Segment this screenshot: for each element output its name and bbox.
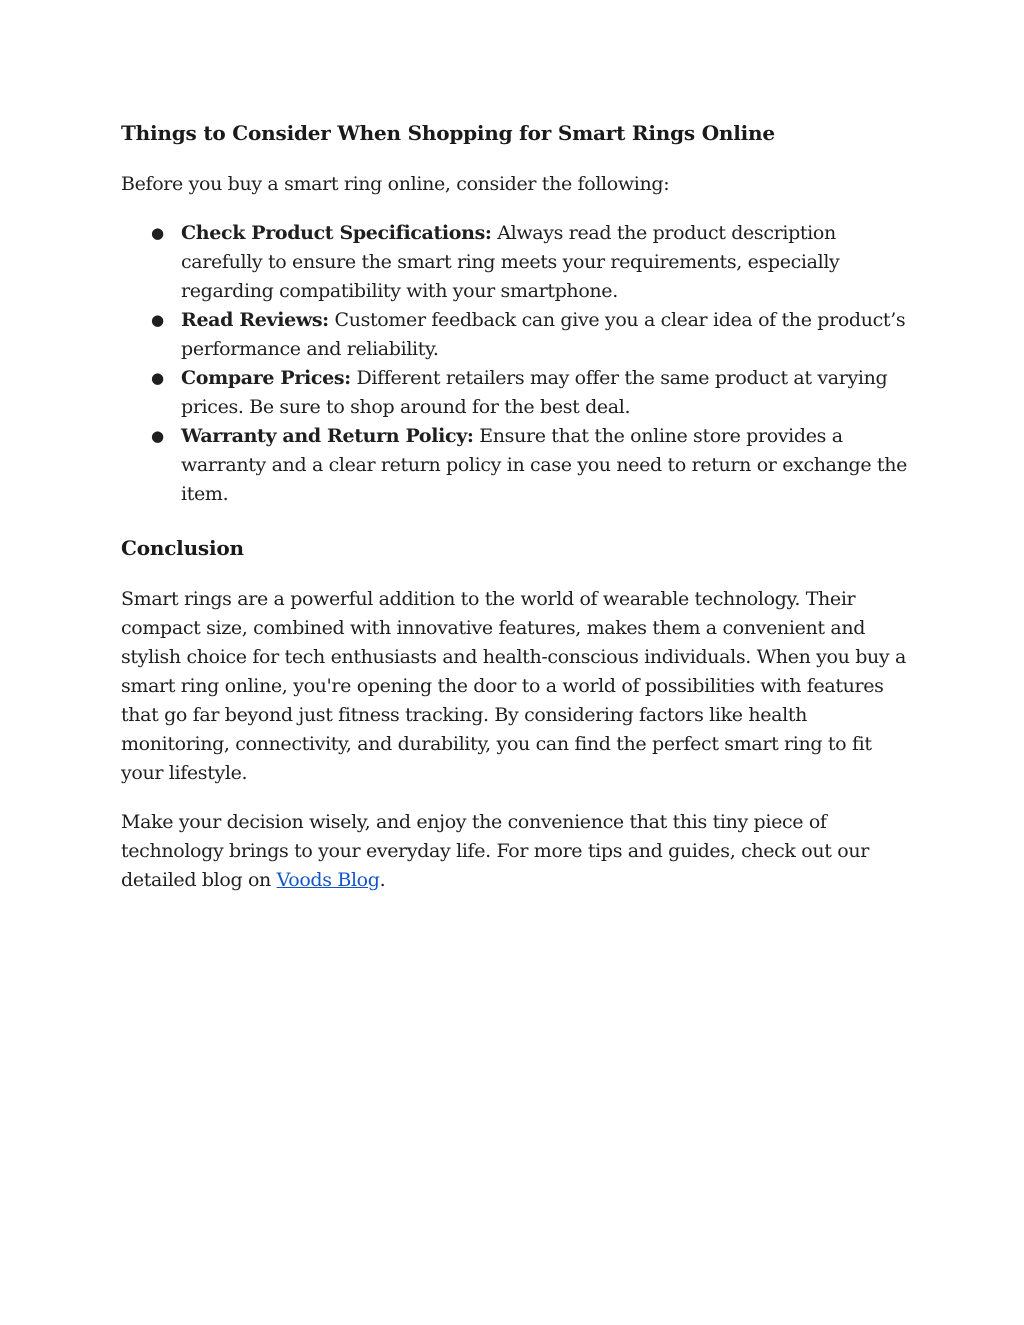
list-item xyxy=(121,306,911,364)
closing-period: . xyxy=(379,869,386,891)
bullet-icon: ● xyxy=(151,224,164,242)
list-item-text: Different retailers may offer the same product at varying prices. Be sure to shop around for the best deal. xyxy=(181,367,888,418)
closing-text: Make your decision wisely, and enjoy the convenience that this tiny piece of technology brings to your everyday life. For more tips and guides, check out our detailed blog on xyxy=(121,811,869,891)
list-item-text: Customer feedback can give you a clear idea of the product’s performance and reliability. xyxy=(181,309,906,360)
document-page xyxy=(121,118,911,895)
bullet-icon: ● xyxy=(151,369,164,387)
list-item-text: Always read the product description carefully to ensure the smart ring meets your requirements, especially regarding compatibility with your smartphone. xyxy=(181,222,840,302)
list-item xyxy=(121,219,911,306)
intro-paragraph: Before you buy a smart ring online, consider the following: xyxy=(121,173,670,195)
conclusion-title: Conclusion xyxy=(121,536,244,560)
list-item-label: Warranty and Return Policy: xyxy=(181,425,474,447)
list-item-label: Compare Prices: xyxy=(181,367,351,389)
list-item-label: Read Reviews: xyxy=(181,309,329,331)
list-item-label: Check Product Specifications: xyxy=(181,222,492,244)
closing-paragraph xyxy=(121,808,911,895)
section-title: Things to Consider When Shopping for Smart Rings Online xyxy=(121,121,775,145)
list-item xyxy=(121,364,911,422)
list-item xyxy=(121,422,911,509)
list-item-text: Ensure that the online store provides a warranty and a clear return policy in case you need to return or exchange the item. xyxy=(181,425,907,505)
conclusion-paragraph: Smart rings are a powerful addition to the world of wearable technology. Their compact size, combined with innovative features, makes them a convenient and stylish choice for tech enthusiasts and health-conscious individuals. When you buy a smart ring online, you're opening the door to a world of possibilities with features that go far beyond just fitness tracking. By considering factors like health monitoring, connectivity, and durability, you can find the perfect smart ring to fit your lifestyle. xyxy=(121,588,906,784)
bullet-icon: ● xyxy=(151,311,164,329)
considerations-list xyxy=(121,219,911,509)
bullet-icon: ● xyxy=(151,427,164,445)
voods-blog-link[interactable]: Voods Blog xyxy=(276,869,380,891)
